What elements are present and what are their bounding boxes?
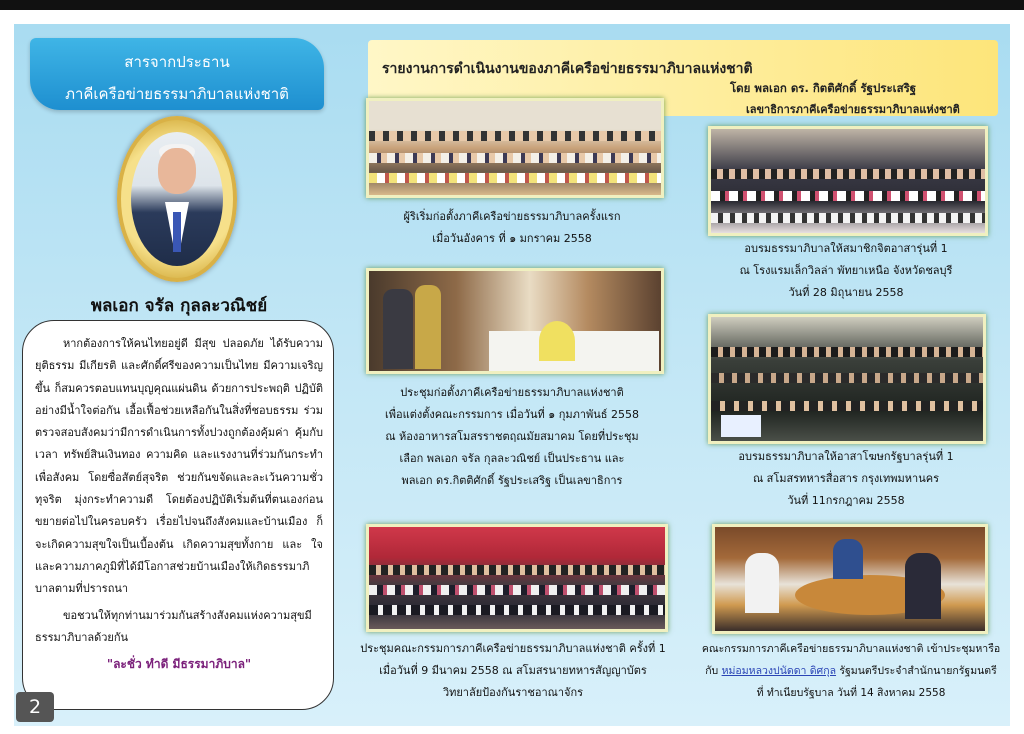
photo-spokesperson-training xyxy=(708,314,986,444)
caption-line: วันที่ 11กรกฎาคม 2558 xyxy=(787,494,905,507)
message-text: หากต้องการให้คนไทยอยู่ดี มีสุข ปลอดภัย ได้รับความยุติธรรม มีเกียรติ และศักดิ์ศรีของความเป็นไทย มีความเจริญขึ้น ก็สมควรตอบแทนบุญคุณแผ่นดิน ด้วยการประพฤติ ปฏิบัติ อย่างมีน้ำใจต่อกัน เอื้อเฟื้อช่วยเหลือกันในสิ่งที่ชอบธรรม ร่วมตรวจสอบสังคมว่ามีการดำเนินการทั้งปวงถูกต้องคุ้มค่า คุ้มกับเวลา ทรัพย์สินเงินทอง ความคิด และแรงงานที่ร่วมกันกระทำเพื่อสังคม โดยซื่อสัตย์สุจริต ช่วยกันขจัดและละเว้นความชั่วทุจริต มุ่งกระทำความดี โดยต้องปฏิบัติเริ่มต้นที่ตนเองก่อน ขยายต่อไปในครอบครัว เรื่อยไปจนถึงสังคมและบ้านเมือง ก็จะเกิดความสุขใจเป็นเบื้องต้น เกิดความสุขทั้งกาย และ ใจ และความภาคภูมิที่ได้มีโอกาสช่วยบ้านเมืองให้เกิดธรรมาภิบาลตามที่ปรารถนา xyxy=(35,337,323,596)
report-title: รายงานการดำเนินงานของภาคีเครือข่ายธรรมาภิบาลแห่งชาติ xyxy=(382,61,753,77)
caption-line: เลือก พลเอก จรัล กุลละวณิชย์ เป็นประธาน และ xyxy=(399,452,625,465)
caption-line: ณ โรงแรมเล็กวิลล่า พัทยาเหนือ จังหวัดชลบุรี xyxy=(739,264,953,277)
caption-government-house xyxy=(686,638,1016,704)
chairman-name: พลเอก จรัล กุลละวณิชย์ xyxy=(90,296,268,316)
top-bar xyxy=(0,0,1024,10)
caption-volunteer-training xyxy=(696,238,996,304)
report-author: โดย พลเอก ดร. กิตติศักดิ์ รัฐประเสริฐ xyxy=(730,81,917,95)
caption-line: อบรมธรรมาภิบาลให้อาสาโฆษกรัฐบาลรุ่นที่ 1 xyxy=(738,450,954,463)
caption-line: เมื่อวันที่ 9 มีนาคม 2558 ณ สโมสรนายทหารสัญญาบัตร xyxy=(379,664,647,677)
caption-line: เมื่อวันอังคาร ที่ ๑ มกราคม 2558 xyxy=(432,232,592,245)
photo-founders xyxy=(366,98,664,198)
minister-name-link: หม่อมหลวงปนัดดา ดิศกุล xyxy=(721,665,837,677)
caption-line: ผู้ริเริ่มก่อตั้งภาคีเครือข่ายธรรมาภิบาลครั้งแรก xyxy=(403,210,621,223)
caption-text: รัฐมนตรีประจำสำนักนายกรัฐมนตรี xyxy=(836,665,997,677)
caption-line: ประชุมก่อตั้งภาคีเครือข่ายธรรมาภิบาลแห่งชาติ xyxy=(400,386,624,399)
photo-founding-meeting xyxy=(366,268,664,374)
caption-line: ที่ ทำเนียบรัฐบาล วันที่ 14 สิงหาคม 2558 xyxy=(756,687,946,699)
caption-line: ณ ห้องอาหารสโมสรราชตฤณมัยสมาคม โดยที่ประชุม xyxy=(385,430,639,443)
caption-line xyxy=(686,660,1016,682)
caption-founders xyxy=(372,206,652,250)
caption-line: ประชุมคณะกรรมการภาคีเครือข่ายธรรมาภิบาลแห่งชาติ ครั้งที่ 1 xyxy=(360,642,666,655)
caption-line: วันที่ 28 มิถุนายน 2558 xyxy=(788,286,904,299)
banner-line-2: ภาคีเครือข่ายธรรมาภิบาลแห่งชาติ xyxy=(65,85,289,103)
caption-spokesperson-training xyxy=(696,446,996,512)
caption-founding-meeting xyxy=(362,382,662,492)
portrait-frame xyxy=(117,116,237,282)
banner-line-1: สารจากประธาน xyxy=(124,53,230,71)
photo-committee xyxy=(366,524,668,632)
caption-line: อบรมธรรมาภิบาลให้สมาชิกจิตอาสารุ่นที่ 1 xyxy=(744,242,948,255)
caption-line: เพื่อแต่งตั้งคณะกรรมการ เมื่อวันที่ ๑ กุมภาพันธ์ 2558 xyxy=(384,408,640,421)
message-box xyxy=(22,320,334,710)
chairman-portrait xyxy=(131,132,223,266)
photo-government-house-meeting xyxy=(712,524,988,634)
caption-line: คณะกรรมการภาคีเครือข่ายธรรมาภิบาลแห่งชาติ เข้าประชุมหารือ xyxy=(701,643,1001,655)
slogan: "ละชั่ว ทำดี มีธรรมาภิบาล" xyxy=(106,657,252,672)
closing-text: ขอชวนให้ทุกท่านมาร่วมกันสร้างสังคมแห่งความสุขมีธรรมาภิบาลด้วยกัน xyxy=(35,608,312,644)
caption-committee xyxy=(346,638,680,704)
chairman-banner xyxy=(30,38,324,110)
report-author-role: เลขาธิการภาคีเครือข่ายธรรมาภิบาลแห่งชาติ xyxy=(746,103,960,116)
caption-line: วิทยาลัยป้องกันราชอาณาจักร xyxy=(442,686,584,699)
caption-text: กับ xyxy=(705,665,719,677)
page-number-badge: 2 xyxy=(16,692,54,722)
caption-line: ณ สโมสรทหารสื่อสาร กรุงเทพมหานคร xyxy=(752,472,940,485)
caption-line: พลเอก ดร.กิตติศักดิ์ รัฐประเสริฐ เป็นเลขาธิการ xyxy=(401,474,623,487)
photo-volunteer-training xyxy=(708,126,988,236)
